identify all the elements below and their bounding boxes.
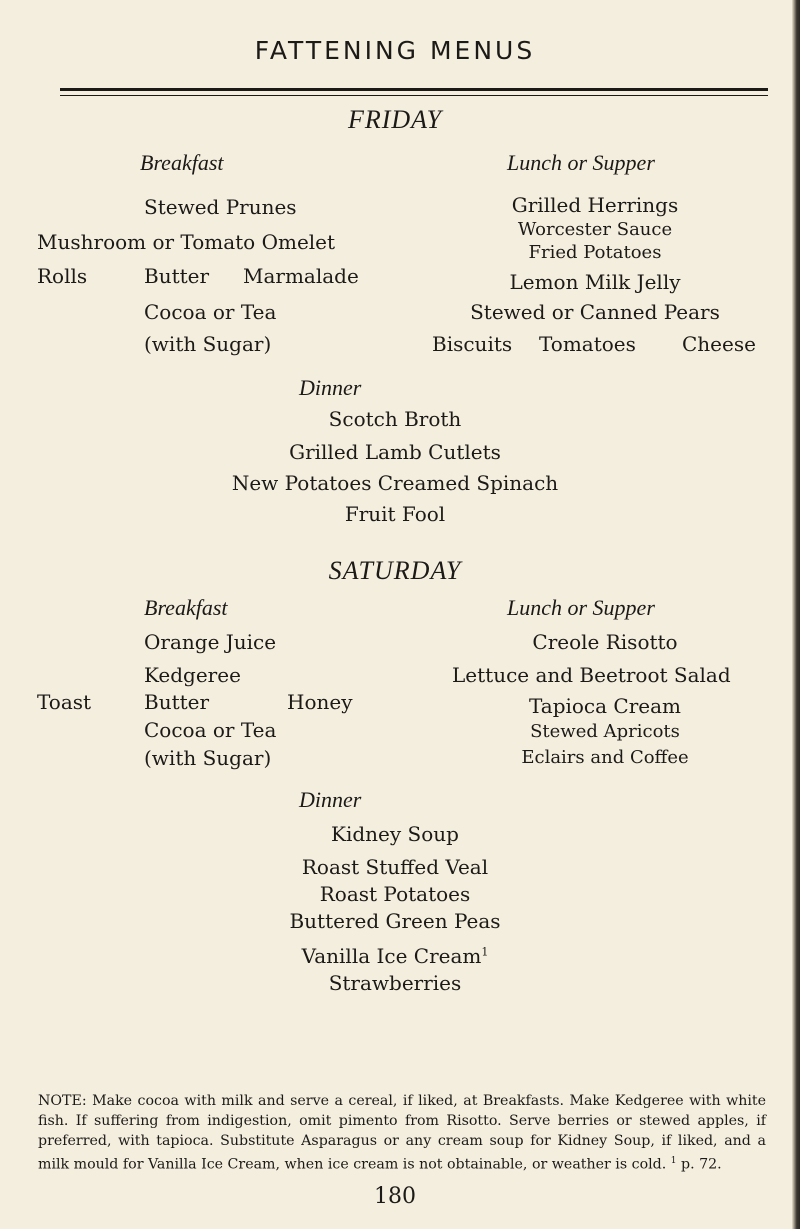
saturday-dinner-heading: Dinner xyxy=(299,787,362,812)
friday-dinner-item: New Potatoes Creamed Spinach xyxy=(231,471,559,495)
friday-breakfast-item: Cocoa or Tea xyxy=(144,300,277,324)
page-number: 180 xyxy=(374,1184,416,1209)
saturday-dinner-item: Roast Stuffed Veal xyxy=(301,855,489,879)
friday-dinner-item: Grilled Lamb Cutlets xyxy=(289,440,501,464)
saturday-breakfast-item: Orange Juice xyxy=(144,630,277,654)
friday-breakfast-item: Stewed Prunes xyxy=(144,195,297,219)
friday-breakfast-heading: Breakfast xyxy=(140,150,224,175)
saturday-lunch-item: Lettuce and Beetroot Salad xyxy=(452,663,731,687)
friday-breakfast-item: Marmalade xyxy=(243,264,359,288)
friday-lunch-heading: Lunch or Supper xyxy=(507,150,655,175)
friday-title: FRIDAY xyxy=(347,105,443,134)
friday-lunch-item: Stewed or Canned Pears xyxy=(470,300,720,324)
friday-dinner-item: Scotch Broth xyxy=(328,407,462,431)
saturday-title: SATURDAY xyxy=(328,556,462,585)
friday-lunch-item: Tomatoes xyxy=(539,332,636,356)
friday-breakfast-item: (with Sugar) xyxy=(144,332,272,356)
friday-breakfast-item: Mushroom or Tomato Omelet xyxy=(37,230,336,254)
page-edge-shadow xyxy=(792,0,800,1229)
saturday-dinner-item-with-footnote xyxy=(0,944,790,968)
saturday-dinner-item: Strawberries xyxy=(328,971,462,995)
saturday-lunch-item: Tapioca Cream xyxy=(528,694,682,718)
page-header: FATTENING MENUS xyxy=(254,36,536,65)
header-rule-thin xyxy=(60,95,768,96)
saturday-lunch-item: Stewed Apricots xyxy=(530,721,680,742)
friday-lunch-item: Worcester Sauce xyxy=(517,219,673,240)
saturday-breakfast-item: Cocoa or Tea xyxy=(144,718,277,742)
friday-dinner-item: Fruit Fool xyxy=(344,502,446,526)
saturday-breakfast-item: Kedgeree xyxy=(144,663,241,687)
saturday-breakfast-item: (with Sugar) xyxy=(144,746,272,770)
saturday-lunch-item: Eclairs and Coffee xyxy=(521,747,689,768)
footnote-marker: 1 xyxy=(481,945,489,959)
saturday-breakfast-item: Butter xyxy=(144,690,210,714)
header-rule-thick xyxy=(60,88,768,91)
saturday-breakfast-heading: Breakfast xyxy=(144,595,228,620)
footnote-reference: p. 72. xyxy=(681,1156,722,1173)
friday-breakfast-item: Butter xyxy=(144,264,210,288)
friday-lunch-item: Lemon Milk Jelly xyxy=(509,270,681,294)
footnote-marker: 1 xyxy=(670,1156,677,1166)
saturday-dinner-item: Buttered Green Peas xyxy=(289,909,501,933)
friday-lunch-item: Biscuits xyxy=(432,332,513,356)
friday-breakfast-item: Rolls xyxy=(37,264,88,288)
saturday-lunch-item: Creole Risotto xyxy=(532,630,678,654)
saturday-breakfast-item: Honey xyxy=(287,690,353,714)
friday-lunch-item: Grilled Herrings xyxy=(511,193,679,217)
note-paragraph xyxy=(38,1091,766,1175)
saturday-lunch-heading: Lunch or Supper xyxy=(507,595,655,620)
note-text: NOTE: Make cocoa with milk and serve a cereal, if liked, at Breakfasts. Make Kedgeree with white fish. If suffering from indigestion, omit pimento from Risotto. Serve berries or stewed apples, if preferred, with tapioca. Substitute Asparagus or any cream soup for Kidney Soup, if liked, and a milk mould for Vanilla Ice Cream, when ice cream is not obtainable, or weather is cold. xyxy=(38,1093,766,1173)
saturday-breakfast-item: Toast xyxy=(37,690,92,714)
saturday-dinner-item: Roast Potatoes xyxy=(319,882,471,906)
friday-lunch-item: Fried Potatoes xyxy=(528,242,662,263)
saturday-dinner-item: Vanilla Ice Cream xyxy=(301,944,482,968)
friday-dinner-heading: Dinner xyxy=(299,375,362,400)
friday-lunch-item: Cheese xyxy=(682,332,756,356)
saturday-dinner-item: Kidney Soup xyxy=(331,822,459,846)
